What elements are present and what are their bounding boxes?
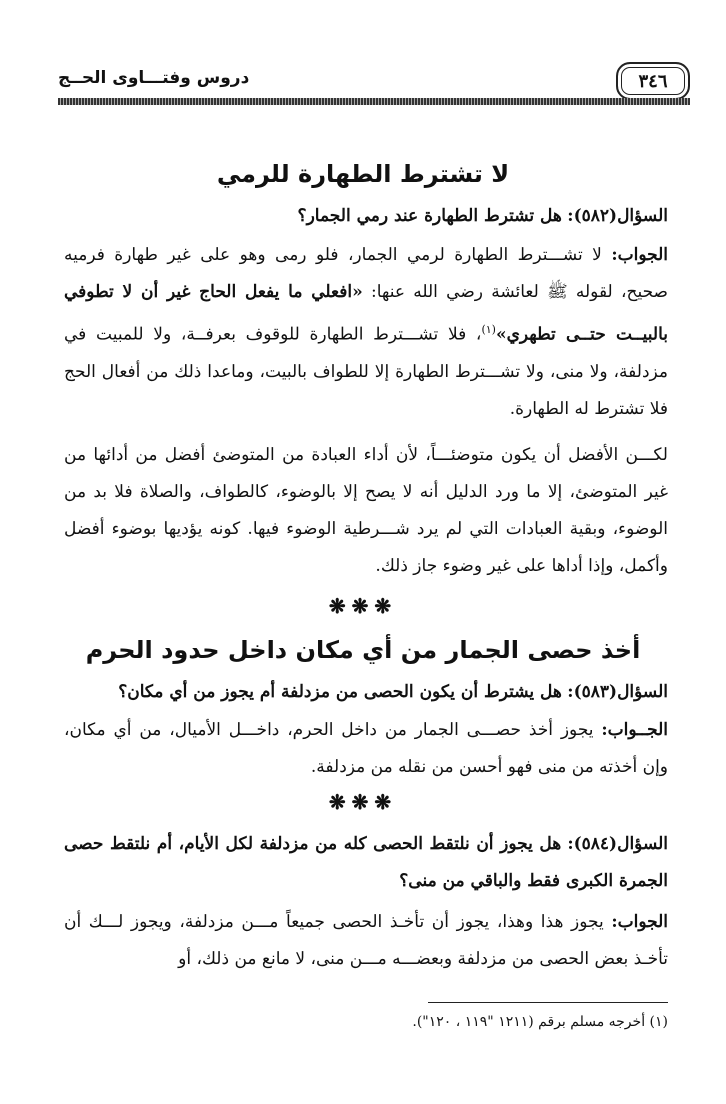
- answer-583: [64, 712, 668, 786]
- hadith-quote: «افعلي ما يفعل الحاج غير أن لا تطوفي بالبيــت حتــى تطهري»: [64, 282, 669, 345]
- answer-label: الجــواب:: [601, 720, 668, 740]
- question-label: السؤال(٥٨٤):: [567, 834, 669, 854]
- section-heading: أخذ حصى الجمار من أي مكان داخل حدود الحرم: [85, 636, 641, 664]
- answer-text: يجوز أخذ حصـــى الجمار من داخل الحرم، داخـــل الأميال، من أي مكان، وإن أخذته من منى فهو أحسن من نقله من مزدلفة.: [64, 720, 668, 777]
- answer-text: يجوز هذا وهذا، يجوز أن تأخـذ الحصى جميعاً مـــن مزدلفة، ويجوز لـــك أن تأخـذ بعض الحصى من مزدلفة وبعضـــه مـــن منى، لا مانع من ذلك، أو: [64, 912, 668, 969]
- page-number-badge: ٣٤٦: [616, 62, 690, 100]
- header-divider: [58, 98, 690, 105]
- answer-584: [64, 904, 668, 978]
- answer-label: الجواب:: [611, 912, 669, 932]
- question-582: [64, 198, 668, 235]
- question-text: هل تشترط الطهارة عند رمي الجمار؟: [297, 206, 562, 226]
- separator-stars: ❋❋❋: [328, 594, 398, 618]
- answer-text-cont: ، فلا تشـــترط الطهارة للوقوف بعرفــة، ولا للمبيت في مزدلفة، ولا منى، ولا تشـــترط الطهارة إلا للطواف بالبيت، وماعدا ذلك من أفعال الحج فلا تشترط له الطهارة.: [64, 324, 668, 419]
- footnote: (١) أخرجه مسلم برقم (١٢١١ "١١٩ ، ١٢٠").: [412, 1014, 668, 1030]
- answer-582: [64, 237, 668, 428]
- section-heading: لا تشترط الطهارة للرمي: [216, 160, 510, 188]
- answer-label: الجواب:: [611, 245, 668, 265]
- footnote-ref: (١): [481, 323, 496, 336]
- question-label: السؤال(٥٨٣):: [567, 682, 668, 702]
- question-583: [64, 674, 668, 711]
- answer-text: لا تشـــترط الطهارة لرمي الجمار، فلو رمى وهو على غير طهارة فرميه صحيح، لقوله ﷺ لعائشة رضي الله عنها:: [64, 245, 668, 302]
- question-584: [64, 826, 668, 900]
- footnote-divider: [428, 1002, 668, 1003]
- book-title: دروس وفتـــاوى الحــج: [58, 68, 250, 88]
- separator-stars: ❋❋❋: [328, 790, 398, 814]
- question-label: السؤال(٥٨٢):: [567, 206, 668, 226]
- paragraph: لكـــن الأفضل أن يكون متوضئـــاً، لأن أداء العبادة من المتوضئ أفضل من أدائها من غير المتوضئ، إلا ما ورد الدليل أنه لا يصح إلا بالوضوء، كالطواف، والصلاة فلا بد من الوضوء، وبقية العبادات التي لم يرد شـــرطية الوضوء فيها. كونه يؤديها بوضوء أفضل وأكمل، وإذا أداها على غير وضوء جاز ذلك.: [64, 445, 668, 576]
- running-header: [58, 62, 690, 106]
- question-text: هل يجوز أن نلتقط الحصى كله من مزدلفة لكل الأيام، أم نلتقط حصى الجمرة الكبرى فقط والباقي من منى؟: [64, 834, 668, 891]
- question-text: هل يشترط أن يكون الحصى من مزدلفة أم يجوز من أي مكان؟: [118, 682, 562, 702]
